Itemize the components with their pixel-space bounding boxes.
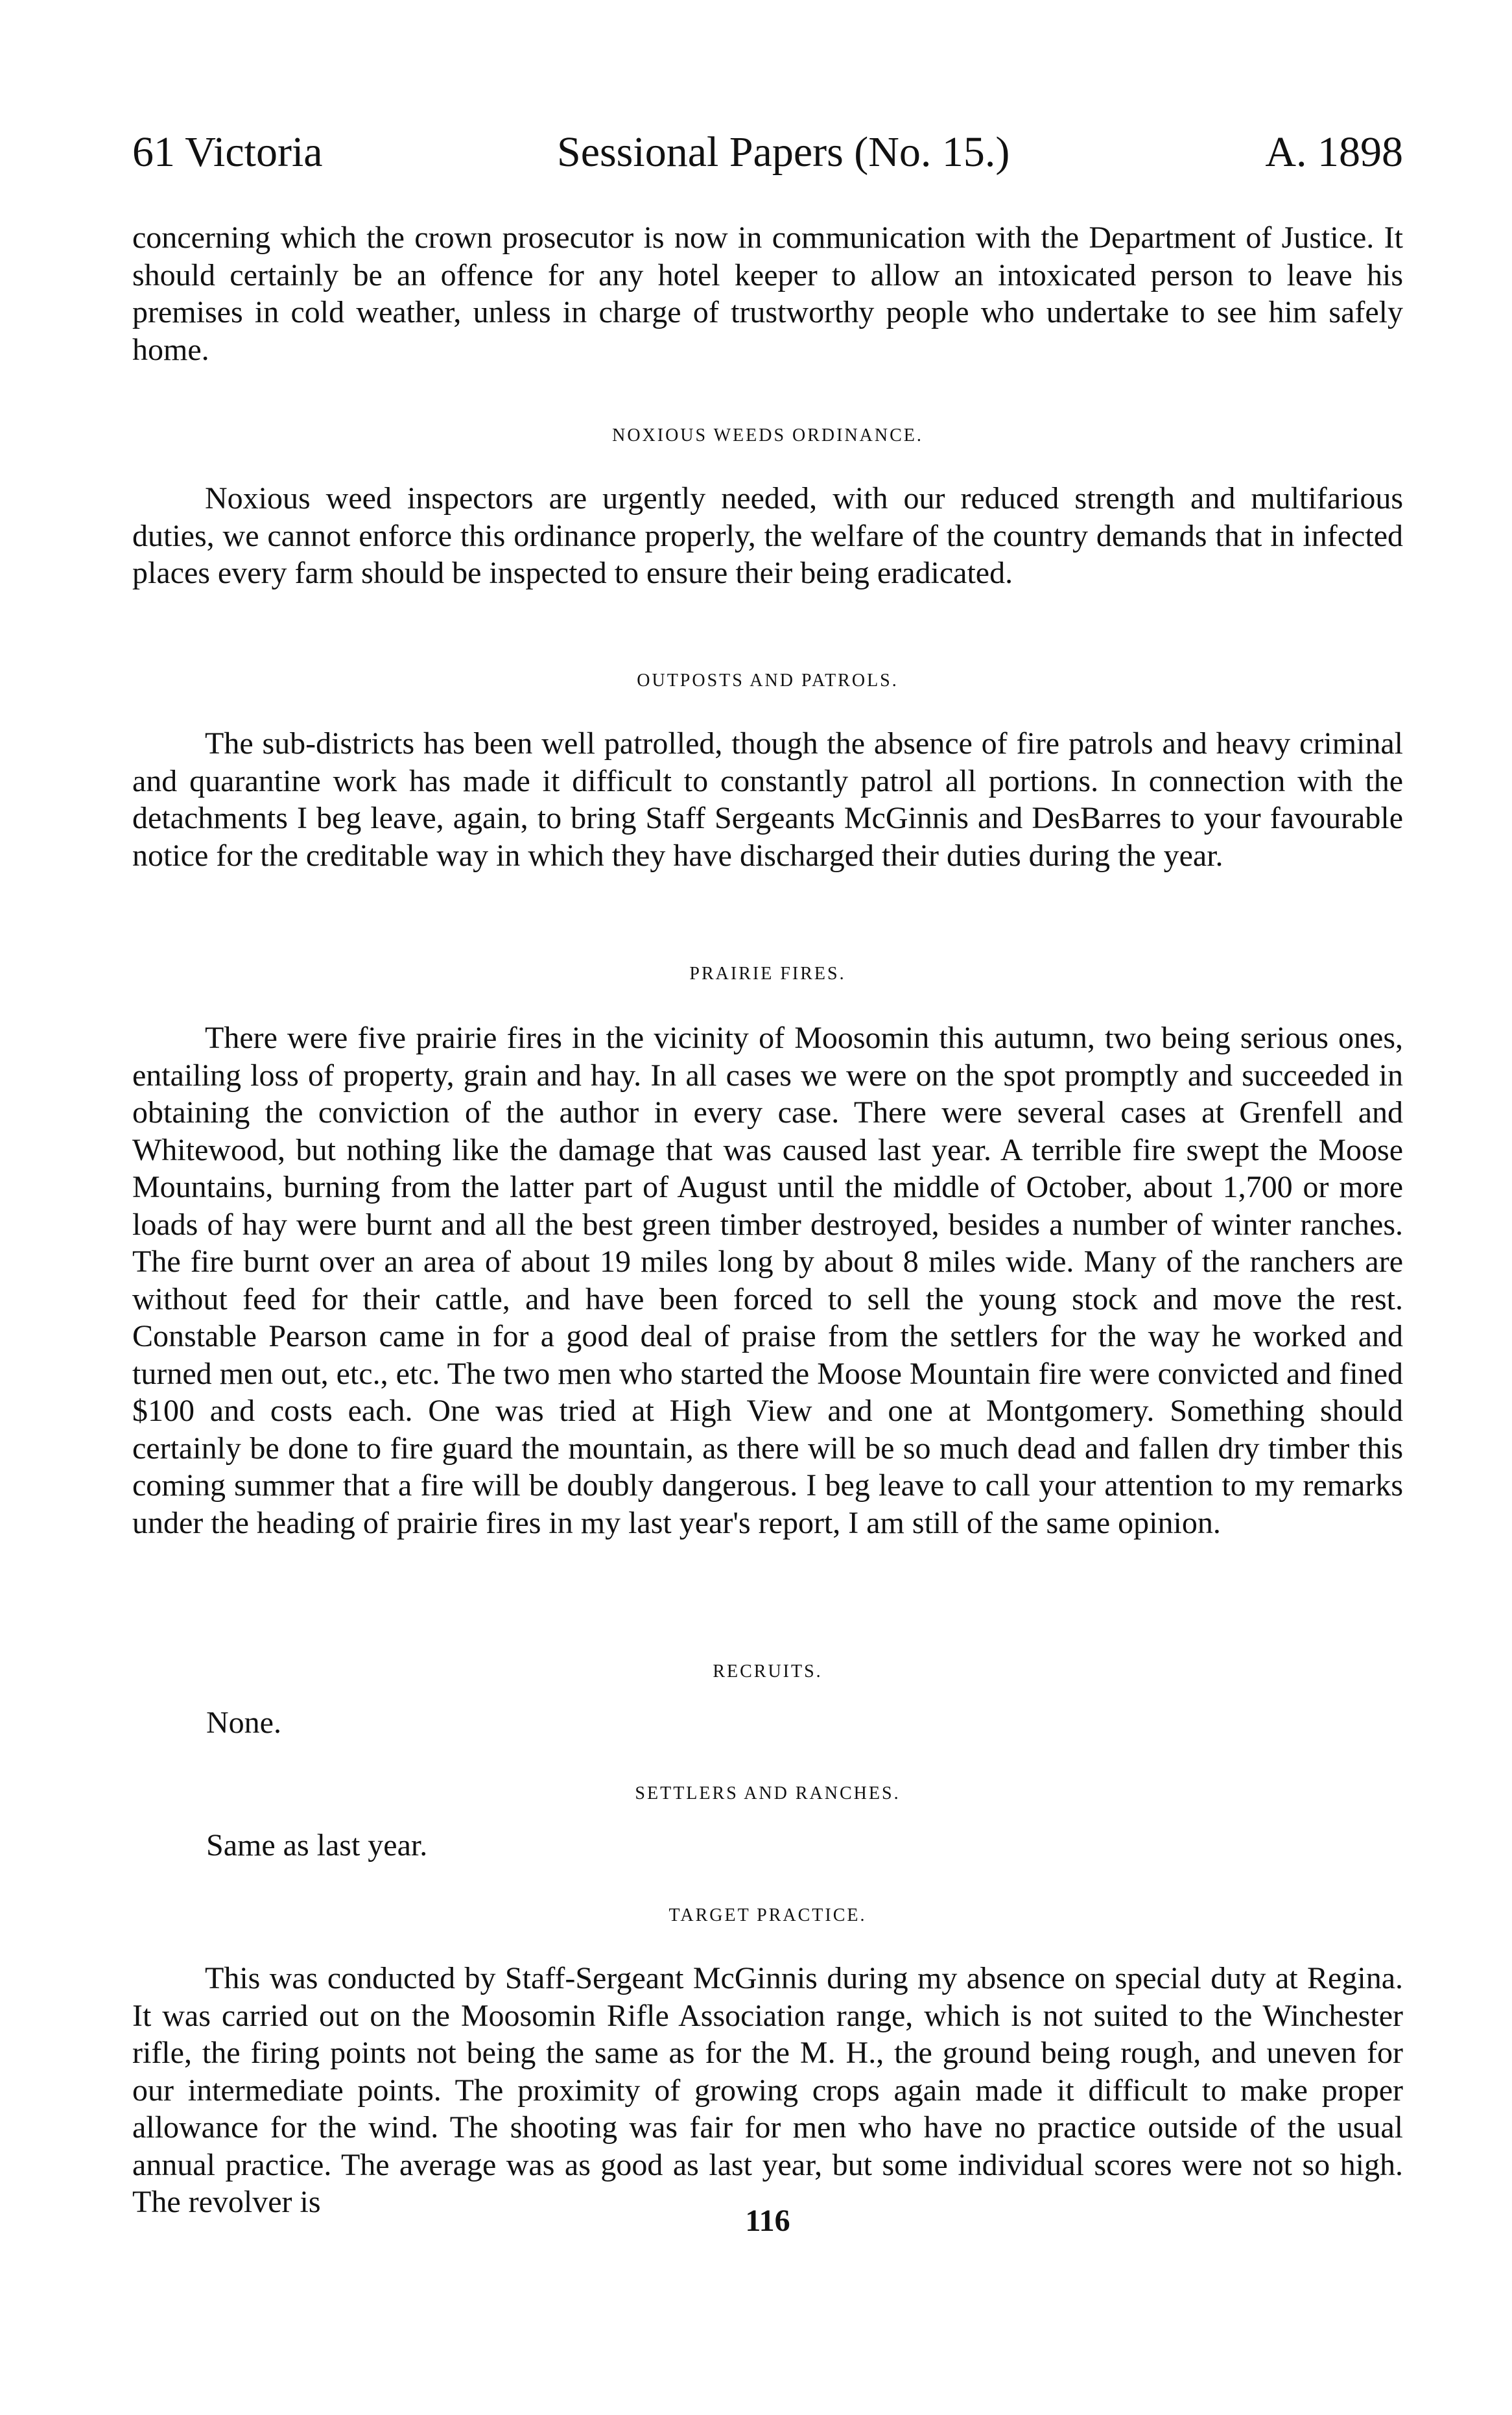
paragraph-target-practice: This was conducted by Staff-Sergeant McGinnis during my absence on special duty at Regina. It was carried out on the Moosomin Rifle Association range, which is not suited to the Winchester rifle, the firing points not being the same as for the M. H., the ground being rough, and uneven for our intermediate points. The proximity of growing crops again made it difficult to make proper allowance for the wind. The shooting was fair for men who have no practice outside of the usual annual practice. The average was as good as last year, but some individual scores were not so high. The revolver is	[132, 1961, 1403, 2219]
page-number: 116	[745, 2204, 790, 2238]
heading-settlers-ranches: SETTLERS AND RANCHES.	[635, 1783, 901, 1803]
running-header	[132, 123, 1403, 182]
heading-prairie-fires: PRAIRIE FIRES.	[689, 964, 846, 984]
paragraph-noxious-weeds: Noxious weed inspectors are urgently needed, with our reduced strength and multifarious duties, we cannot enforce this ordinance properly, the welfare of the country demands that in infected places every farm should be inspected to ensure their being eradicated.	[132, 481, 1403, 590]
header-series-title: Sessional Papers (No. 15.)	[557, 128, 1010, 176]
heading-noxious-weeds: NOXIOUS WEEDS ORDINANCE.	[612, 425, 923, 446]
paragraph-recruits: None.	[206, 1706, 281, 1740]
paragraph-prairie-fires: There were five prairie fires in the vicinity of Moosomin this autumn, two being serious ones, entailing loss of property, grain and hay. In all cases we were on the spot promptly and succeeded in obtaining the conviction of the author in every case. There were several cases at Grenfell and Whitewood, but nothing like the damage that was caused last year. A terrible fire swept the Moose Mountains, burning from the latter part of August until the middle of October, about 1,700 or more loads of hay were burnt and all the best green timber destroyed, besides a number of winter ranches. The fire burnt over an area of about 19 miles long by about 8 miles wide. Many of the ranchers are without feed for their cattle, and have been forced to sell the young stock and move the rest. Constable Pearson came in for a good deal of praise from the settlers for the way he worked and turned men out, etc., etc. The two men who started the Moose Mountain fire were convicted and fined $100 and costs each. One was tried at High View and one at Montgomery. Something should certainly be done to fire guard the mountain, as there will be so much dead and fallen dry timber this coming summer that a fire will be doubly dangerous. I beg leave to call your attention to my remarks under the heading of prairie fires in my last year's report, I am still of the same opinion.	[132, 1021, 1403, 1540]
header-year: A. 1898	[1265, 128, 1403, 176]
header-volume: 61 Victoria	[132, 128, 323, 176]
heading-outposts-patrols: OUTPOSTS AND PATROLS.	[637, 671, 899, 691]
heading-target-practice: TARGET PRACTICE.	[668, 1905, 867, 1925]
heading-recruits: RECRUITS.	[713, 1661, 823, 1682]
paragraph-settlers-ranches: Same as last year.	[206, 1828, 428, 1862]
paragraph-outposts-patrols: The sub-districts has been well patrolled, though the absence of fire patrols and heavy criminal and quarantine work has made it difficult to constantly patrol all portions. In connection with the detachments I beg leave, again, to bring Staff Sergeants McGinnis and DesBarres to your favourable notice for the creditable way in which they have discharged their duties during the year.	[132, 726, 1403, 873]
opening-paragraph: concerning which the crown prosecutor is now in communication with the Department of Justice. It should certainly be an offence for any hotel keeper to allow an intoxicated person to leave his premises in cold weather, unless in charge of trustworthy people who undertake to see him safely home.	[132, 220, 1403, 367]
